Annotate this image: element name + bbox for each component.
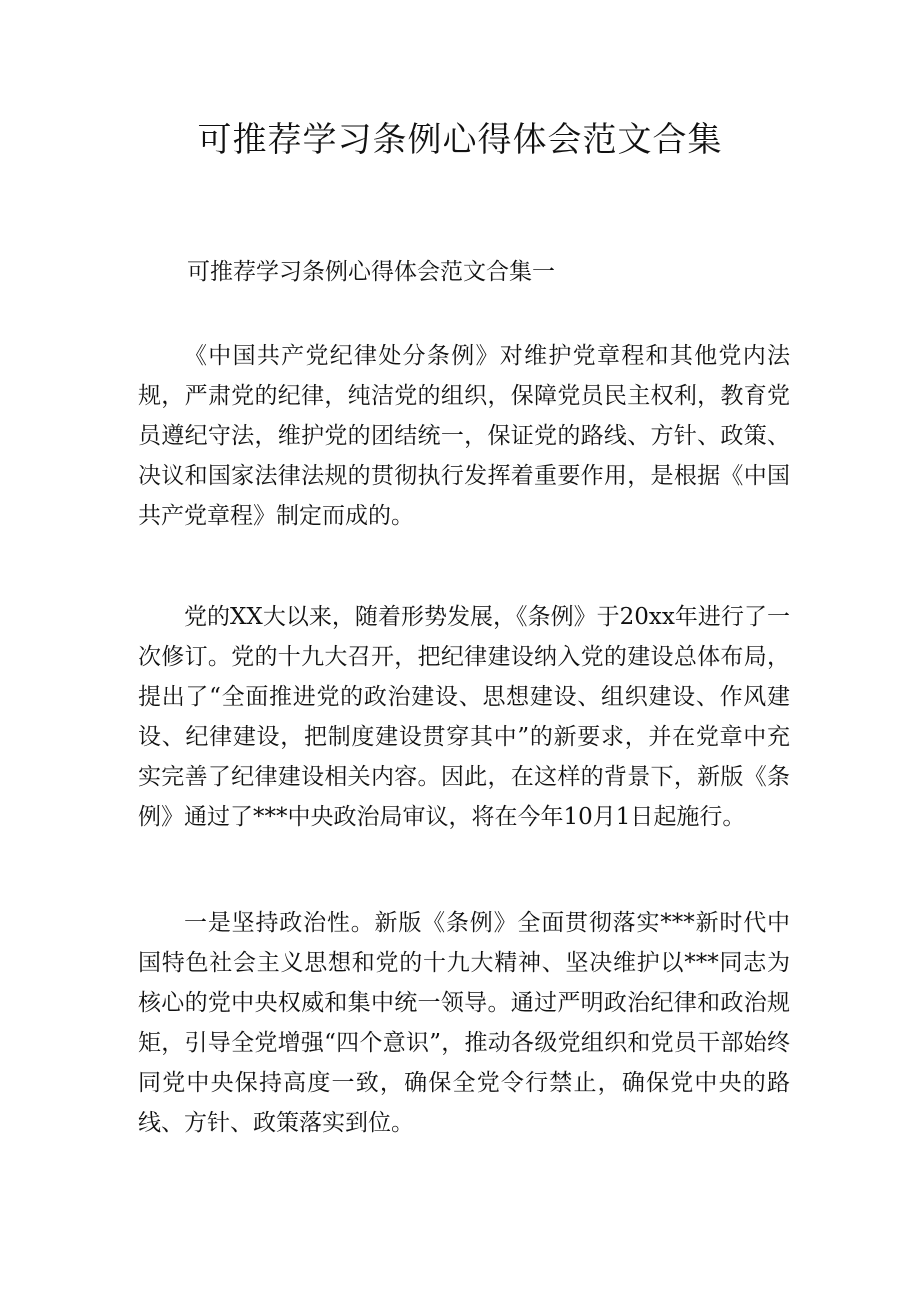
paragraph-2: 党的XX大以来，随着形势发展，《条例》于20xx年进行了一次修订。党的十九大召开，把纪律建设纳入党的建设总体布局，提出了“全面推进党的政治建设、思想建设、组织建设、作风建设、纪律建设，把制度建设贯穿其中”的新要求，并在党章中充实完善了纪律建设相关内容。因此，在这样的背景下，新版《条例》通过了***中央政治局审议，将在今年10月1日起施行。 bbox=[138, 604, 790, 830]
paragraph-3: 一是坚持政治性。新版《条例》全面贯彻落实***新时代中国特色社会主义思想和党的十九大精神、坚决维护以***同志为核心的党中央权威和集中统一领导。通过严明政治纪律和政治规矩，引导全党增强“四个意识”，推动各级党组织和党员干部始终同党中央保持高度一致，确保全党令行禁止，确保党中央的路线、方针、政策落实到位。 bbox=[138, 910, 790, 1136]
section-heading: 可推荐学习条例心得体会范文合集一 bbox=[187, 259, 555, 285]
document-title: 可推荐学习条例心得体会范文合集 bbox=[197, 120, 723, 160]
paragraph-1: 《中国共产党纪律处分条例》对维护党章程和其他党内法规，严肃党的纪律，纯洁党的组织，保障党员民主权利，教育党员遵纪守法，维护党的团结统一，保证党的路线、方针、政策、决议和国家法律法规的贯彻执行发挥着重要作用，是根据《中国共产党章程》制定而成的。 bbox=[138, 343, 790, 529]
